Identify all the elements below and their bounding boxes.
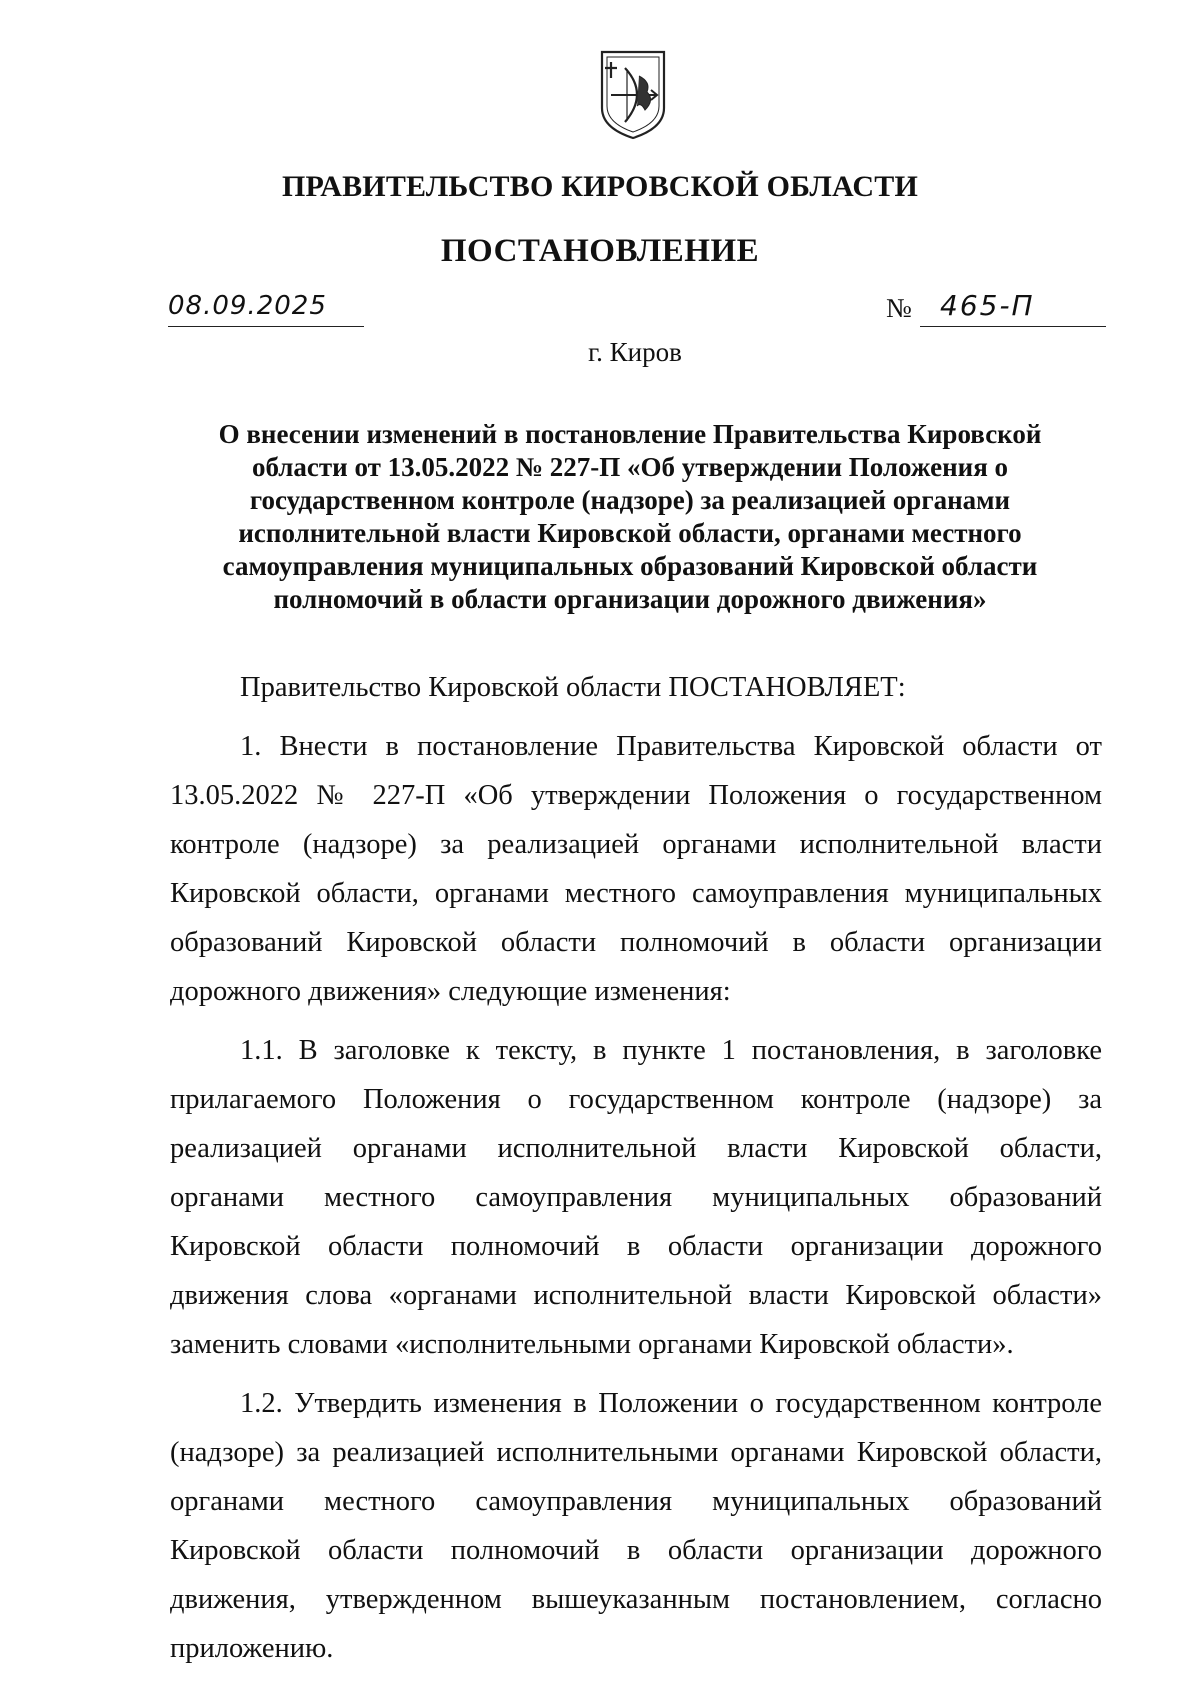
document-body	[170, 663, 1102, 1673]
document-date: 08.09.2025	[168, 291, 327, 321]
paragraph-1: 1. Внести в постановление Правительства Кировской области от 13.05.2022 № 227-П «Об утверждении Положения о государственном контроле (надзоре) за реализацией органами исполнительной власти Кировской области, органами местного самоуправления муниципальных образований Кировской области полномочий в области организации дорожного движения» следующие изменения:	[170, 731, 1102, 1007]
coat-of-arms-icon	[597, 48, 669, 142]
document-title: О внесении изменений в постановление Правительства Кировской области от 13.05.2022 № 227-П «Об утверждении Положения о государственном контроле (надзоре) за реализацией органами исполнительной власти Кировской области, органами местного самоуправления муниципальных образований Кировской области полномочий в области организации дорожного движения»	[218, 419, 1042, 614]
number-sign: №	[886, 293, 912, 323]
intro-paragraph: Правительство Кировской области ПОСТАНОВЛЯЕТ:	[240, 672, 906, 703]
organization-name: ПРАВИТЕЛЬСТВО КИРОВСКОЙ ОБЛАСТИ	[282, 170, 918, 203]
paragraph-1-1: 1.1. В заголовке к тексту, в пункте 1 постановления, в заголовке прилагаемого Положения о государственном контроле (надзоре) за реализацией органами исполнительной власти Кировской области, органами местного самоуправления муниципальных образований Кировской области полномочий в области организации дорожного движения слова «органами исполнительной власти Кировской области» заменить словами «исполнительными органами Кировской области».	[170, 1035, 1102, 1360]
paragraph-1-2: 1.2. Утвердить изменения в Положении о государственном контроле (надзоре) за реализацией исполнительными органами Кировской области, органами местного самоуправления муниципальных образований Кировской области полномочий в области организации дорожного движения, утвержденном вышеуказанным постановлением, согласно приложению.	[170, 1388, 1102, 1664]
document-type: ПОСТАНОВЛЕНИЕ	[440, 233, 760, 269]
city: г. Киров	[588, 337, 682, 367]
document-number: 465-П	[940, 289, 1035, 322]
